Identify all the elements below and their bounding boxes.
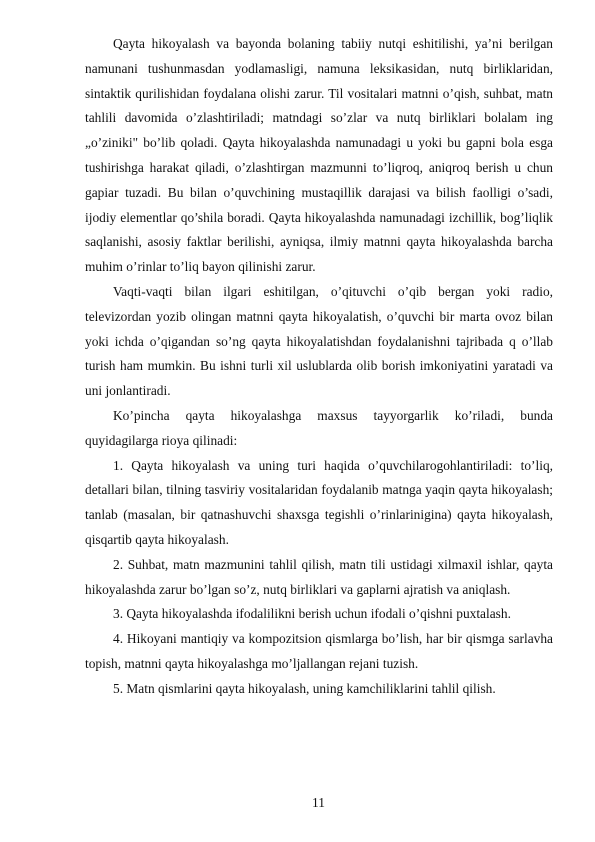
page-number: 11 bbox=[312, 795, 325, 810]
paragraph-retelling-intro: Qayta hikoyalash va bayonda bolaning tabiiy nutqi eshitilishi, ya’ni berilgan namunani tushunmasdan yodlamasligi, namuna leksikasidan, nutq birliklaridan, sintaktik qurilishidan foydalana olishi zarur. Til vositalari matnni o’qish, suhbat, matn tahlili davomida o’zlashtiriladi; matndagi so’zlar va nutq birliklari bolalam ing „o’ziniki" bo’lib qoladi. Qayta hikoyalashda namunadagi u yoki bu gapni bola esga tushirishga harakat qiladi, o’zlashtirgan mazmunni to’liqroq, aniqroq berish u chun gapiar tuzadi. Bu bilan o’quvchining mustaqillik darajasi va bilish faolligi o’sadi, ijodiy elementlar qo’shila boradi. Qayta hikoyalashda namunadagi izchillik, bog’liqlik saqlanishi, asosiy faktlar berilishi, ayniqsa, ilmiy matnni qayta hikoyalashda barcha muhim o’rinlar to’liq bayon qilinishi zarur. bbox=[85, 36, 553, 275]
list-item-2: 2. Suhbat, matn mazmunini tahlil qilish, matn tili ustidagi xilmaxil ishlar, qayta hikoyalashda zarur bo’lgan so’z, nutq birliklari va gaplarni ajratish va aniqlash. bbox=[85, 556, 553, 597]
list-item-5: 5. Matn qismlarini qayta hikoyalash, uning kamchiliklarini tahlil qilish. bbox=[113, 680, 496, 696]
list-item-1: 1. Qayta hikoyalash va uning turi haqida o’quvchilarogohlantiriladi: to’liq, detallari bilan, tilning tasviriy vositalaridan foydalanib matnga yaqin qayta hikoyalash; tanlab (masalan, bir qatnashuvchi shaxsga tegishli o’rinlarinigina) qayta hikoyalash, qisqartib qayta hikoyalash. bbox=[85, 457, 553, 547]
paragraph-preparation-intro: Ko’pincha qayta hikoyalashga maxsus tayyorgarlik ko’riladi, bunda quyidagilarga rioya qilinadi: bbox=[85, 407, 553, 448]
list-item-3: 3. Qayta hikoyalashda ifodalilikni berish uchun ifodali o’qishni puxtalash. bbox=[113, 606, 511, 622]
document-body bbox=[85, 32, 553, 702]
list-item-4: 4. Hikoyani mantiqiy va kompozitsion qismlarga bo’lish, har bir qismga sarlavha topish, matnni qayta hikoyalashga mo’ljallangan rejani tuzish. bbox=[85, 631, 553, 671]
paragraph-retelling-methods: Vaqti-vaqti bilan ilgari eshitilgan, o’qituvchi o’qib bergan yoki radio, televizordan yozib olingan matnni qayta hikoyalatish, o’quvchi bir marta ovoz bilan yoki ichda o’qigandan so’ng qayta hikoyalatishdan foydalanishni tajribada q o’llab turish ham mumkin. Bu ishni turli xil uslublarda olib borish imkoniyatini yaratadi va uni jonlantiradi. bbox=[85, 283, 553, 399]
